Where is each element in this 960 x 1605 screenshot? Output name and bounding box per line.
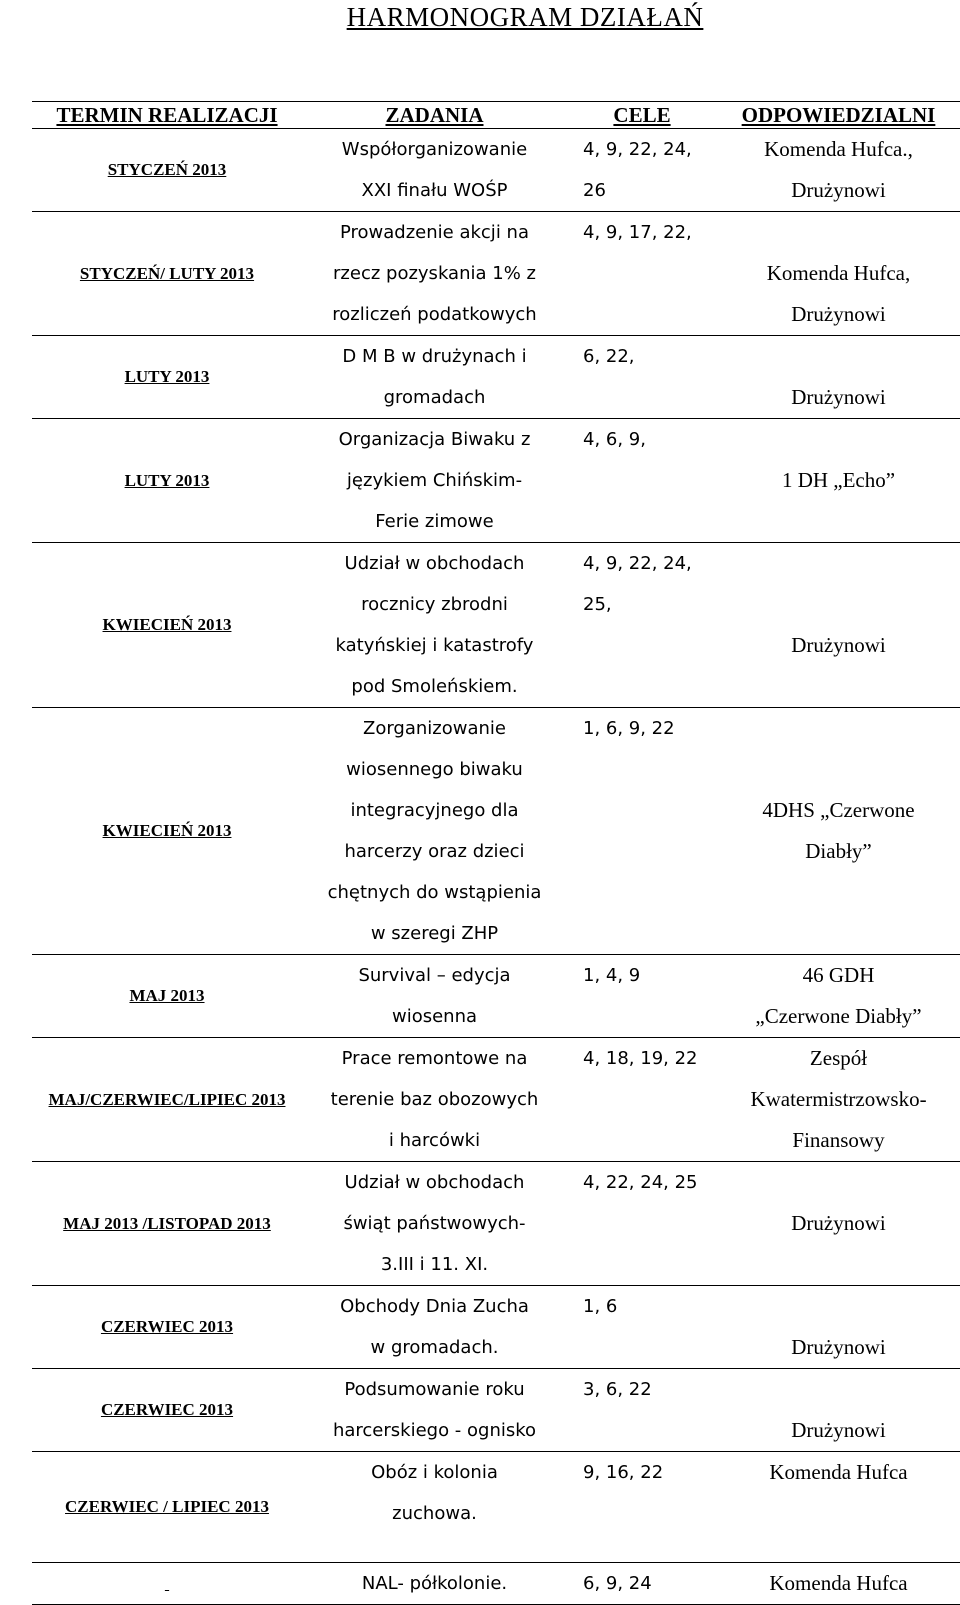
term-cell bbox=[32, 1369, 302, 1452]
goals-cell bbox=[567, 1038, 717, 1162]
goals-cell bbox=[567, 1162, 717, 1286]
responsible-cell-line bbox=[717, 1286, 960, 1327]
responsible-cell-line bbox=[717, 336, 960, 377]
task-cell-line: i harcówki bbox=[388, 1130, 481, 1151]
term-cell-line: MAJ 2013 bbox=[129, 986, 205, 1005]
task-cell bbox=[302, 1369, 567, 1452]
responsible-cell bbox=[717, 1563, 960, 1605]
schedule-table bbox=[32, 101, 960, 1605]
task-cell-line: zuchowa. bbox=[392, 1503, 477, 1524]
task-cell-line: pod Smoleńskiem. bbox=[351, 676, 518, 697]
task-cell-line: Udział w obchodach bbox=[344, 553, 525, 574]
term-cell-line: STYCZEŃ 2013 bbox=[107, 160, 227, 179]
responsible-cell-line: Kwatermistrzowsko- bbox=[750, 1087, 927, 1111]
goals-cell bbox=[567, 543, 717, 708]
term-cell-line: CZERWIEC 2013 bbox=[100, 1400, 234, 1419]
responsible-cell-line bbox=[717, 419, 960, 460]
term-cell-line: LUTY 2013 bbox=[124, 470, 210, 490]
goals-cell bbox=[567, 129, 717, 212]
responsible-cell-line: Drużynowi bbox=[791, 1211, 886, 1235]
term-cell bbox=[32, 955, 302, 1038]
responsible-cell bbox=[717, 129, 960, 212]
term-cell bbox=[32, 419, 302, 543]
responsible-cell-line: Drużynowi bbox=[791, 302, 886, 326]
goals-cell-line: 4, 9, 17, 22, bbox=[583, 222, 692, 243]
task-cell-line: Survival – edycja bbox=[358, 965, 511, 986]
goals-cell-line: 3, 6, 22 bbox=[583, 1379, 652, 1400]
task-cell-line: Współorganizowanie bbox=[341, 139, 528, 160]
task-cell-line: Prowadzenie akcji na bbox=[340, 222, 529, 243]
responsible-cell bbox=[717, 1452, 960, 1563]
task-cell-line: NAL- półkolonie. bbox=[361, 1573, 508, 1594]
task-cell-line: w gromadach. bbox=[370, 1337, 499, 1358]
goals-cell-line: 25, bbox=[583, 594, 612, 615]
task-cell-line: językiem Chińskim- bbox=[346, 470, 523, 491]
table-row bbox=[32, 1038, 960, 1162]
task-cell-line: gromadach bbox=[383, 387, 486, 408]
responsible-cell bbox=[717, 955, 960, 1038]
goals-cell bbox=[567, 336, 717, 419]
task-cell bbox=[302, 1162, 567, 1286]
task-cell bbox=[302, 1286, 567, 1369]
responsible-cell-line: Drużynowi bbox=[791, 385, 886, 409]
responsible-cell-line: Drużynowi bbox=[791, 633, 886, 657]
table-header-row bbox=[32, 102, 960, 129]
table-row bbox=[32, 1286, 960, 1369]
responsible-cell bbox=[717, 336, 960, 419]
task-cell-line: rozliczeń podatkowych bbox=[332, 304, 537, 325]
task-cell-line: XXI finału WOŚP bbox=[361, 180, 508, 201]
task-cell bbox=[302, 419, 567, 543]
task-cell bbox=[302, 1038, 567, 1162]
responsible-cell-line: Diabły” bbox=[805, 839, 872, 863]
table-row bbox=[32, 1452, 960, 1563]
header-goals: CELE bbox=[567, 102, 717, 129]
goals-cell-line: 4, 18, 19, 22 bbox=[583, 1048, 698, 1069]
goals-cell-line: 1, 4, 9 bbox=[583, 965, 641, 986]
task-cell-line: wiosenna bbox=[391, 1006, 478, 1027]
goals-cell-line: 6, 22, bbox=[583, 346, 635, 367]
task-cell bbox=[302, 955, 567, 1038]
page-title: HARMONOGRAM DZIAŁAŃ bbox=[346, 2, 704, 32]
responsible-cell-line: Komenda Hufca bbox=[769, 1571, 908, 1595]
table-row bbox=[32, 543, 960, 708]
header-tasks: ZADANIA bbox=[302, 102, 567, 129]
responsible-cell bbox=[717, 212, 960, 336]
responsible-cell-line bbox=[717, 1369, 960, 1410]
task-cell bbox=[302, 1563, 567, 1605]
responsible-cell bbox=[717, 1286, 960, 1369]
task-cell-line: Zorganizowanie bbox=[363, 718, 506, 739]
term-cell bbox=[32, 1452, 302, 1563]
term-cell-line bbox=[32, 1574, 302, 1594]
goals-cell-line: 4, 9, 22, 24, bbox=[583, 139, 692, 160]
task-cell bbox=[302, 708, 567, 955]
task-cell bbox=[302, 543, 567, 708]
term-cell-line: KWIECIEŃ 2013 bbox=[102, 615, 232, 634]
table-row bbox=[32, 212, 960, 336]
task-cell-line: 3.III i 11. XI. bbox=[380, 1254, 489, 1275]
term-cell-line: MAJ 2013 /LISTOPAD 2013 bbox=[63, 1213, 271, 1233]
task-cell bbox=[302, 129, 567, 212]
task-cell-line: katyńskiej i katastrofy bbox=[335, 635, 534, 656]
task-cell-line: Udział w obchodach bbox=[344, 1172, 525, 1193]
table-row bbox=[32, 129, 960, 212]
responsible-cell-line: Komenda Hufca, bbox=[766, 261, 911, 285]
goals-cell bbox=[567, 212, 717, 336]
goals-cell-line: 1, 6, 9, 22 bbox=[583, 718, 675, 739]
term-cell-line: MAJ/CZERWIEC/LIPIEC 2013 bbox=[48, 1089, 286, 1109]
term-cell bbox=[32, 212, 302, 336]
term-cell bbox=[32, 1286, 302, 1369]
responsible-cell-line: Komenda Hufca., bbox=[764, 137, 913, 161]
responsible-cell-line bbox=[717, 1162, 960, 1203]
goals-cell bbox=[567, 1369, 717, 1452]
goals-cell bbox=[567, 1563, 717, 1605]
responsible-cell-line: Drużynowi bbox=[791, 1418, 886, 1442]
task-cell-line: Prace remontowe na bbox=[341, 1048, 528, 1069]
goals-cell bbox=[567, 708, 717, 955]
responsible-cell-line bbox=[717, 543, 960, 584]
task-cell-line: Obóz i kolonia bbox=[371, 1462, 498, 1483]
table-row bbox=[32, 708, 960, 955]
term-cell-line: LUTY 2013 bbox=[124, 367, 210, 386]
goals-cell bbox=[567, 955, 717, 1038]
term-cell-line: KWIECIEŃ 2013 bbox=[102, 821, 232, 840]
term-cell-line: STYCZEŃ/ LUTY 2013 bbox=[79, 263, 255, 283]
goals-cell-line: 4, 9, 22, 24, bbox=[583, 553, 692, 574]
goals-cell-line: 26 bbox=[583, 180, 606, 201]
term-cell bbox=[32, 129, 302, 212]
responsible-cell-line: 4DHS „Czerwone bbox=[762, 798, 915, 822]
task-cell-line: rocznicy zbrodni bbox=[361, 594, 508, 615]
goals-cell bbox=[567, 1452, 717, 1563]
responsible-cell-line bbox=[717, 708, 960, 749]
goals-cell-line: 1, 6 bbox=[583, 1296, 618, 1317]
task-cell bbox=[302, 1452, 567, 1563]
task-cell-line: Ferie zimowe bbox=[375, 511, 494, 532]
table-row bbox=[32, 336, 960, 419]
task-cell-line: harcerzy oraz dzieci bbox=[344, 841, 525, 862]
task-cell-line: terenie baz obozowych bbox=[330, 1089, 539, 1110]
goals-cell bbox=[567, 419, 717, 543]
term-cell bbox=[32, 543, 302, 708]
table-row bbox=[32, 1162, 960, 1286]
term-cell bbox=[32, 1563, 302, 1605]
task-cell-line: wiosennego biwaku bbox=[346, 759, 523, 780]
table-row bbox=[32, 1369, 960, 1452]
responsible-cell-line bbox=[717, 212, 960, 253]
task-cell-line: integracyjnego dla bbox=[350, 800, 519, 821]
responsible-cell bbox=[717, 708, 960, 955]
header-term: TERMIN REALIZACJI bbox=[32, 102, 302, 129]
term-cell bbox=[32, 1038, 302, 1162]
table-body bbox=[32, 129, 960, 1605]
responsible-cell-line: Drużynowi bbox=[791, 178, 886, 202]
responsible-cell-line: Zespół bbox=[809, 1046, 868, 1070]
responsible-cell bbox=[717, 1369, 960, 1452]
task-cell-line: w szeregi ZHP bbox=[370, 923, 499, 944]
goals-cell-line: 4, 6, 9, bbox=[583, 429, 646, 450]
responsible-cell-line: Drużynowi bbox=[791, 1335, 886, 1359]
responsible-cell-line: 46 GDH bbox=[802, 963, 875, 987]
responsible-cell bbox=[717, 543, 960, 708]
task-cell-line: świąt państwowych- bbox=[343, 1213, 526, 1234]
goals-cell bbox=[567, 1286, 717, 1369]
responsible-cell-line: 1 DH „Echo” bbox=[781, 468, 896, 492]
header-responsible: ODPOWIEDZIALNI bbox=[717, 102, 960, 129]
goals-cell-line: 6, 9, 24 bbox=[583, 1573, 652, 1594]
task-cell-line: harcerskiego - ognisko bbox=[332, 1420, 537, 1441]
responsible-cell bbox=[717, 1162, 960, 1286]
task-cell-line: rzecz pozyskania 1% z bbox=[333, 263, 536, 284]
term-cell-line: CZERWIEC 2013 bbox=[100, 1317, 234, 1336]
responsible-cell-line: „Czerwone Diabły” bbox=[755, 1004, 922, 1028]
task-cell-line: Obchody Dnia Zucha bbox=[340, 1296, 529, 1317]
responsible-cell-line: Komenda Hufca bbox=[769, 1460, 908, 1484]
task-cell-line: Podsumowanie roku bbox=[344, 1379, 525, 1400]
term-cell bbox=[32, 708, 302, 955]
task-cell bbox=[302, 212, 567, 336]
responsible-cell bbox=[717, 419, 960, 543]
table-row bbox=[32, 955, 960, 1038]
responsible-cell-line bbox=[717, 584, 960, 625]
term-cell bbox=[32, 336, 302, 419]
goals-cell-line: 9, 16, 22 bbox=[583, 1462, 664, 1483]
term-cell bbox=[32, 1162, 302, 1286]
task-cell-line: chętnych do wstąpienia bbox=[327, 882, 542, 903]
responsible-cell bbox=[717, 1038, 960, 1162]
table-row bbox=[32, 1563, 960, 1605]
task-cell-line: Organizacja Biwaku z bbox=[338, 429, 531, 450]
task-cell-line: D M B w drużynach i bbox=[342, 346, 527, 367]
term-cell-line: CZERWIEC / LIPIEC 2013 bbox=[65, 1497, 269, 1516]
goals-cell-line: 4, 22, 24, 25 bbox=[583, 1172, 698, 1193]
task-cell bbox=[302, 336, 567, 419]
responsible-cell-line bbox=[717, 749, 960, 790]
responsible-cell-line: Finansowy bbox=[792, 1128, 885, 1152]
table-row bbox=[32, 419, 960, 543]
